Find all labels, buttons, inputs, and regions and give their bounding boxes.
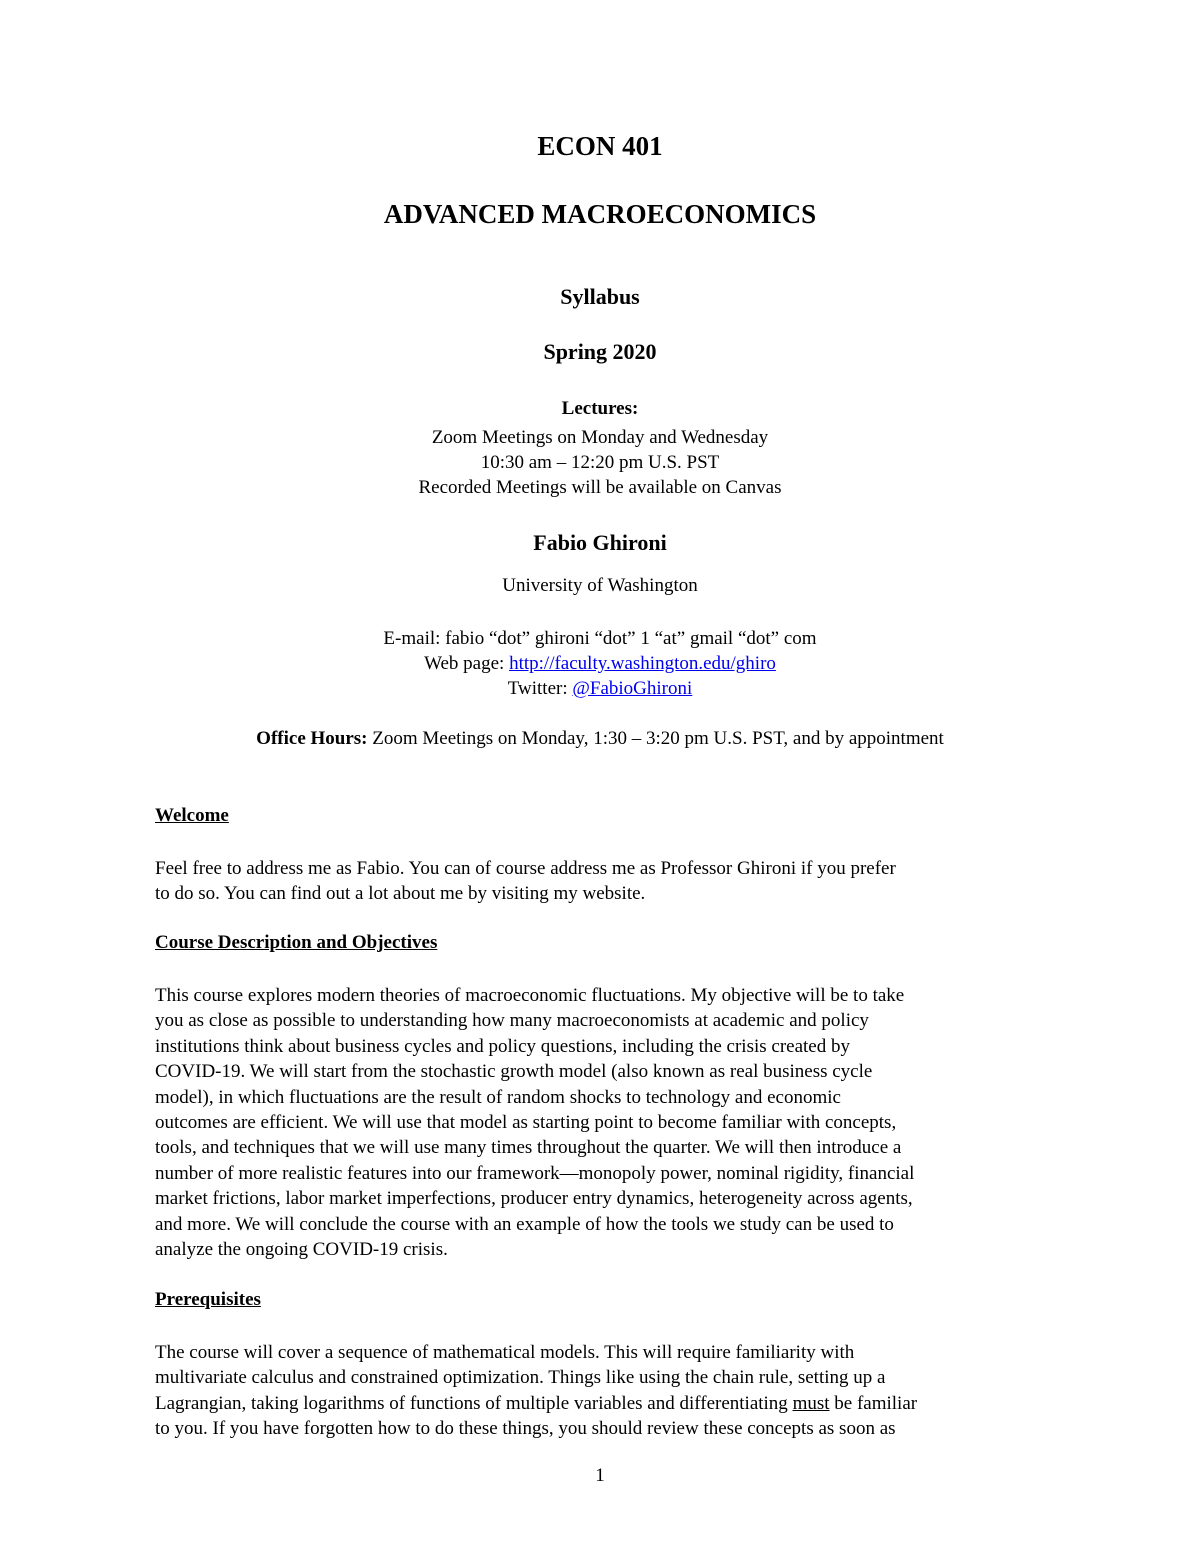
lectures-line: 10:30 am – 12:20 pm U.S. PST [480, 452, 720, 473]
twitter-link[interactable]: @FabioGhironi [572, 678, 693, 699]
paragraph-line [155, 1391, 1055, 1416]
paragraph-line: number of more realistic features into our framework—monopoly power, nominal rigidity, financial [155, 1162, 915, 1184]
course-code: ECON 401 [537, 131, 663, 161]
lectures-line: Recorded Meetings will be available on Canvas [418, 477, 782, 498]
paragraph-line: institutions think about business cycles and policy questions, including the crisis created by [155, 1035, 850, 1057]
office-hours-text: Zoom Meetings on Monday, 1:30 – 3:20 pm U.S. PST, and by appointment [367, 728, 944, 749]
welcome-paragraph [155, 856, 1055, 907]
prerequisites-paragraph [155, 1340, 1055, 1442]
web-page-line [0, 651, 1200, 676]
web-page-label: Web page: [424, 653, 510, 674]
paragraph-line: to you. If you have forgotten how to do these things, you should review these concepts as soon as [155, 1418, 896, 1440]
paragraph-line: analyze the ongoing COVID-19 crisis. [155, 1239, 448, 1261]
twitter-line [0, 676, 1200, 701]
web-page-link[interactable]: http://faculty.washington.edu/ghiro [509, 653, 776, 674]
instructor-name: Fabio Ghironi [533, 530, 667, 555]
office-hours-label: Office Hours: [256, 728, 368, 749]
paragraph-line: to do so. You can find out a lot about me by visiting my website. [155, 883, 646, 905]
text-run: Lagrangian, taking logarithms of functions of multiple variables and differentiating [155, 1392, 793, 1414]
paragraph-line: and more. We will conclude the course with an example of how the tools we study can be used to [155, 1213, 894, 1235]
paragraph-line: you as close as possible to understanding how many macroeconomists at academic and policy [155, 1010, 869, 1032]
lectures-label: Lectures: [561, 398, 639, 419]
lectures-line: Zoom Meetings on Monday and Wednesday [431, 427, 769, 448]
document-type: Syllabus [560, 284, 640, 309]
page-number: 1 [595, 1465, 605, 1486]
emphasis-must: must [792, 1392, 830, 1414]
paragraph-line: COVID-19. We will start from the stochastic growth model (also known as real business cycle [155, 1061, 873, 1083]
office-hours [0, 728, 1200, 750]
twitter-label: Twitter: [507, 678, 573, 699]
paragraph-line: Feel free to address me as Fabio. You can of course address me as Professor Ghironi if you prefer [155, 858, 896, 879]
university: University of Washington [502, 575, 698, 596]
term: Spring 2020 [543, 339, 657, 364]
paragraph-line: multivariate calculus and constrained optimization. Things like using the chain rule, setting up a [155, 1367, 886, 1389]
description-paragraph [155, 983, 1055, 1262]
email-line: E-mail: fabio “dot” ghironi “dot” 1 “at” gmail “dot” com [383, 628, 817, 649]
prerequisites-heading: Prerequisites [155, 1289, 261, 1310]
course-title: ADVANCED MACROECONOMICS [383, 199, 817, 229]
paragraph-line: model), in which fluctuations are the result of random shocks to technology and economic [155, 1086, 841, 1108]
paragraph-line: market frictions, labor market imperfections, producer entry dynamics, heterogeneity across agents, [155, 1188, 913, 1210]
paragraph-line: The course will cover a sequence of mathematical models. This will require familiarity with [155, 1342, 855, 1363]
description-heading: Course Description and Objectives [155, 932, 438, 953]
text-run: be familiar [829, 1392, 918, 1414]
paragraph-line: outcomes are efficient. We will use that model as starting point to become familiar with concepts, [155, 1112, 897, 1134]
welcome-heading: Welcome [155, 805, 229, 826]
paragraph-line: This course explores modern theories of macroeconomic fluctuations. My objective will be to take [155, 985, 905, 1006]
paragraph-line: tools, and techniques that we will use many times throughout the quarter. We will then introduce a [155, 1137, 902, 1159]
